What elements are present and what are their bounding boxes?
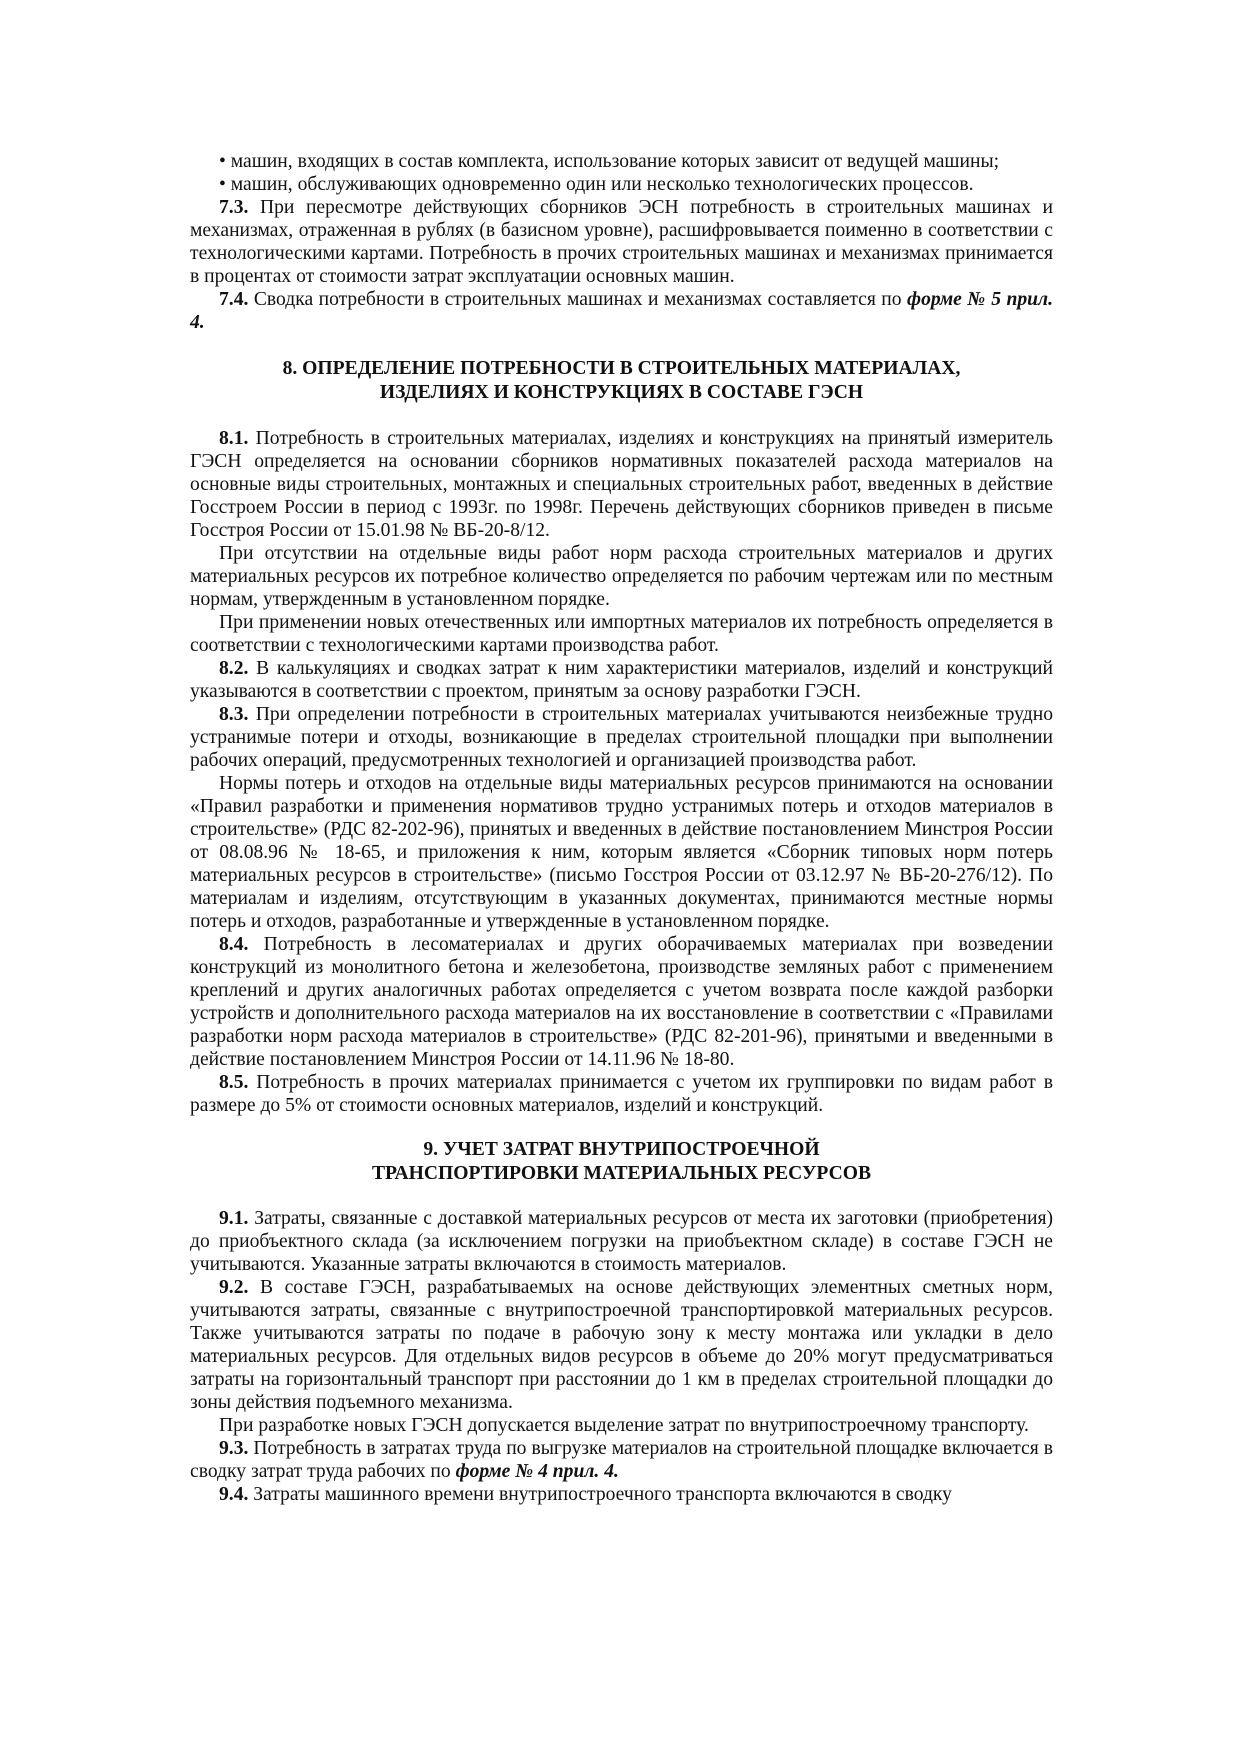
form-reference: форме № 4 прил. 4. bbox=[455, 1461, 619, 1482]
section-9-heading bbox=[190, 1138, 1053, 1186]
clause-number: 8.1. bbox=[219, 428, 249, 449]
paragraph-9-1 bbox=[190, 1207, 1053, 1276]
paragraph-7-3 bbox=[190, 196, 1053, 288]
heading-line: ИЗДЕЛИЯХ И КОНСТРУКЦИЯХ В СОСТАВЕ ГЭСН bbox=[379, 382, 864, 403]
paragraph-8-3-b: Нормы потерь и отходов на отдельные виды материальных ресурсов принимаются на основании «Правил разработки и применения нормативов трудно устранимых потерь и отходов материалов в строительстве» (РДС 82-202-96), принятых и введенных в действие постановлением Минстроя России от 08.08.96 № 18-65, и приложения к ним, которым является «Сборник типовых норм потерь материальных ресурсов в строительстве» (письмо Госстроя России от 03.12.97 № ВБ-20-276/12). По материалам и изделиям, отсутствующим в указанных документах, принимаются местные нормы потерь и отходов, разработанные и утвержденные в установленном порядке. bbox=[190, 773, 1053, 932]
paragraph-9-3 bbox=[190, 1437, 1053, 1483]
paragraph-text: При определении потребности в строительных материалах учитываются неизбежные трудно устранимые потери и отходы, возникающие в пределах строительной площадки при выполнении рабочих операций, предусмотренных технологией и организацией производства работ. bbox=[190, 704, 1053, 771]
paragraph-text: Потребность в строительных материалах, изделиях и конструкциях на принятый измеритель ГЭСН определяется на основании сборников нормативных показателей расхода материалов на основные виды строительных, монтажных и специальных строительных работ, введенных в действие Госстроем России в период с 1993г. по 1998г. Перечень действующих сборников приведен в письме Госстроя России от 15.01.98 № ВБ-20-8/12. bbox=[190, 428, 1053, 541]
clause-number: 9.3. bbox=[219, 1438, 249, 1459]
paragraph-8-1-b: При отсутствии на отдельные виды работ норм расхода строительных материалов и других материальных ресурсов их потребное количество определяется по рабочим чертежам или по местным нормам, утвержденным в установленном порядке. bbox=[190, 543, 1053, 610]
paragraph-8-3 bbox=[190, 703, 1053, 772]
clause-number: 9.1. bbox=[219, 1208, 249, 1229]
paragraph-8-1 bbox=[190, 427, 1053, 542]
clause-number: 8.2. bbox=[219, 658, 249, 679]
clause-number: 9.2. bbox=[219, 1277, 249, 1298]
paragraph-text: Сводка потребности в строительных машинах и механизмах составляется по bbox=[248, 289, 908, 310]
paragraph-text: Потребность в лесоматериалах и других оборачиваемых материалах при возведении конструкций из монолитного бетона и железобетона, производстве земляных работ с применением креплений и других аналогичных работах определяется с учетом возврата после каждой разборки устройств и дополнительного расхода материалов на их восстановление в соответствии с «Правилами разработки норм расхода материалов в строительстве» (РДС 82-201-96), принятыми и введенными в действие постановлением Минстроя России от 14.11.96 № 18-80. bbox=[190, 934, 1053, 1070]
paragraph-8-5 bbox=[190, 1071, 1053, 1117]
paragraph-9-4 bbox=[190, 1483, 1053, 1506]
clause-number: 7.3. bbox=[219, 197, 249, 218]
paragraph-text: Затраты, связанные с доставкой материальных ресурсов от места их заготовки (приобретения) до приобъектного склада (за исключением погрузки на приобъектном складе) в составе ГЭСН не учитываются. Указанные затраты включаются в стоимость материалов. bbox=[190, 1208, 1053, 1275]
section-8-heading bbox=[190, 357, 1053, 405]
heading-line: 9. УЧЕТ ЗАТРАТ ВНУТРИПОСТРОЕЧНОЙ bbox=[423, 1139, 820, 1160]
paragraph-text: В составе ГЭСН, разрабатываемых на основе действующих элементных сметных норм, учитываются затраты, связанные с внутрипостроечной транспортировкой материальных ресурсов. Также учитываются затраты по подаче в рабочую зону к месту монтажа или укладки в дело материальных ресурсов. Для отдельных видов ресурсов в объеме до 20% могут предусматриваться затраты на горизонтальный транспорт при расстоянии до 1 км в пределах строительной площадки до зоны действия подъемного механизма. bbox=[190, 1277, 1053, 1413]
form-reference: форме № 5 прил. 4. bbox=[190, 289, 1054, 333]
clause-number: 8.3. bbox=[219, 704, 249, 725]
list-item: • машин, входящих в состав комплекта, использование которых зависит от ведущей машины; bbox=[219, 151, 1000, 172]
paragraph-9-2-b: При разработке новых ГЭСН допускается выделение затрат по внутрипостроечному транспорту. bbox=[219, 1415, 1029, 1436]
clause-number: 9.4. bbox=[219, 1484, 249, 1505]
paragraph-text: Потребность в прочих материалах принимается с учетом их группировки по видам работ в размере до 5% от стоимости основных материалов, изделий и конструкций. bbox=[190, 1072, 1053, 1116]
paragraph-8-1-c: При применении новых отечественных или импортных материалов их потребность определяется в соответствии с технологическими картами производства работ. bbox=[190, 612, 1053, 656]
paragraph-text: Потребность в затратах труда по выгрузке материалов на строительной площадке включается в сводку затрат труда рабочих по bbox=[190, 1438, 1053, 1482]
clause-number: 7.4. bbox=[219, 289, 249, 310]
paragraph-text: Затраты машинного времени внутрипостроечного транспорта включаются в сводку bbox=[248, 1484, 952, 1505]
heading-line: 8. ОПРЕДЕЛЕНИЕ ПОТРЕБНОСТИ В СТРОИТЕЛЬНЫХ МАТЕРИАЛАХ, bbox=[282, 358, 961, 379]
paragraph-text: При пересмотре действующих сборников ЭСН потребность в строительных машинах и механизмах, отраженная в рублях (в базисном уровне), расшифровывается поименно в соответствии с технологическими картами. Потребность в прочих строительных машинах и механизмах принимается в процентах от стоимости затрат эксплуатации основных машин. bbox=[190, 197, 1053, 287]
heading-line: ТРАНСПОРТИРОВКИ МАТЕРИАЛЬНЫХ РЕСУРСОВ bbox=[371, 1163, 872, 1184]
clause-number: 8.4. bbox=[219, 934, 249, 955]
clause-number: 8.5. bbox=[219, 1072, 249, 1093]
paragraph-8-2 bbox=[190, 657, 1053, 703]
paragraph-text: В калькуляциях и сводках затрат к ним характеристики материалов, изделий и конструкций указываются в соответствии с проектом, принятым за основу разработки ГЭСН. bbox=[190, 658, 1053, 702]
paragraph-9-2 bbox=[190, 1276, 1053, 1414]
paragraph-8-4 bbox=[190, 933, 1053, 1071]
paragraph-7-4 bbox=[190, 288, 1053, 334]
list-item: • машин, обслуживающих одновременно один или несколько технологических процессов. bbox=[219, 174, 974, 195]
